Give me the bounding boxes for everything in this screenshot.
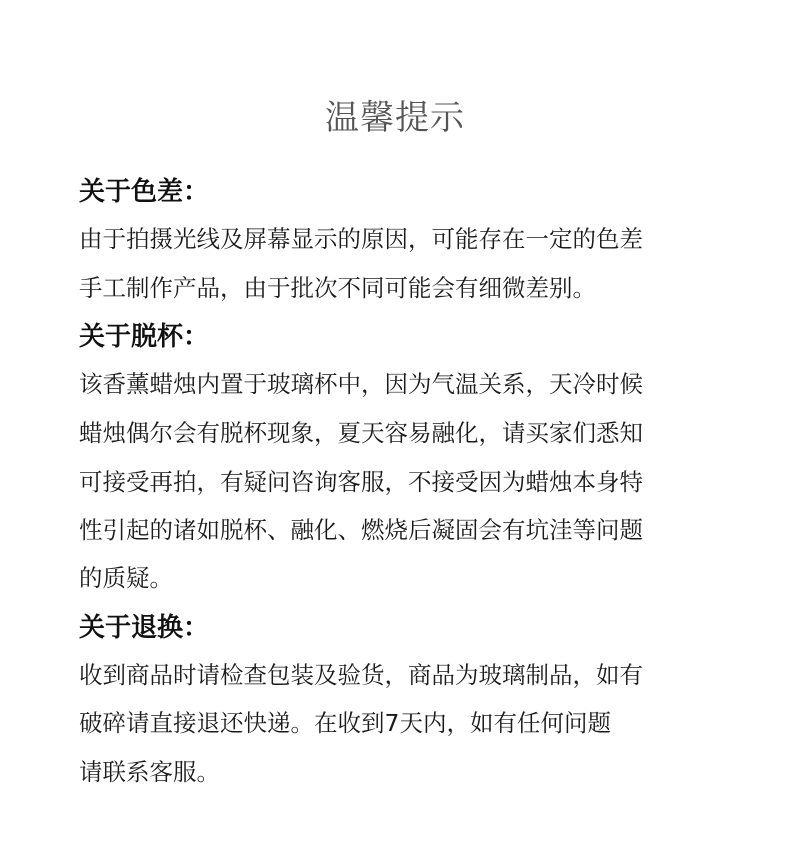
section-heading: 关于脱杯：: [79, 322, 210, 352]
page-title: 温馨提示: [325, 98, 465, 138]
section-heading: 关于色差：: [79, 177, 210, 207]
section-text-line: 请联系客服。: [79, 758, 220, 786]
section-text-line: 手工制作产品，由于批次不同可能会有细微差别。: [79, 274, 596, 302]
section-text-line: 可接受再拍，有疑问咨询客服，不接受因为蜡烛本身特: [79, 468, 643, 496]
section-text-line: 的质疑。: [79, 564, 173, 592]
section-text-line: 性引起的诸如脱杯、融化、燃烧后凝固会有坑洼等问题: [79, 516, 643, 544]
section-heading: 关于退换：: [79, 613, 210, 643]
section-text-line: 破碎请直接退还快递。在收到7天内，如有任何问题: [79, 709, 611, 737]
section-text-line: 由于拍摄光线及屏幕显示的原因，可能存在一定的色差: [79, 225, 643, 253]
section-text-line: 该香薰蜡烛内置于玻璃杯中，因为气温关系，天冷时候: [79, 370, 643, 398]
section-text-line: 蜡烛偶尔会有脱杯现象，夏天容易融化，请买家们悉知: [79, 419, 643, 447]
section-text-line: 收到商品时请检查包装及验货，商品为玻璃制品，如有: [79, 661, 643, 689]
